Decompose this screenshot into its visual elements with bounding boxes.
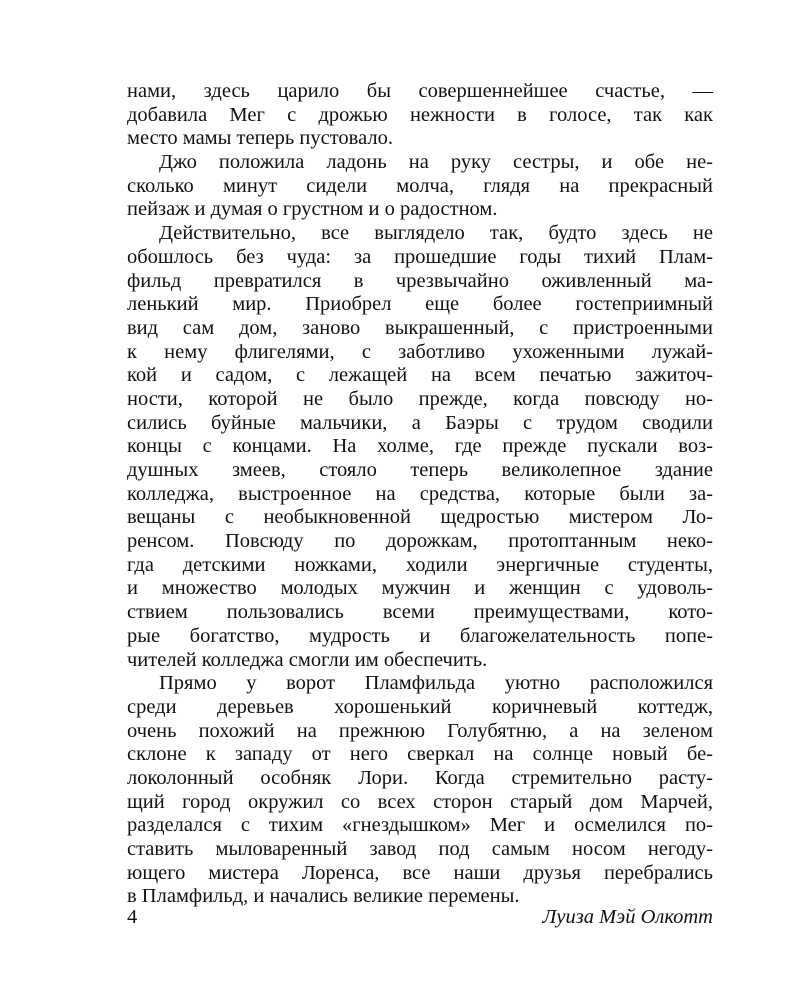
text-line: и множество молодых мужчин и женщин с удоволь- [127, 577, 713, 600]
text-line: ренсом. Повсюду по дорожкам, протоптанным неко- [127, 530, 713, 553]
text-line: вещаны с необыкновенной щедростью мистером Ло- [127, 506, 713, 529]
text-line: рые богатство, мудрость и благожелательность попе- [127, 624, 713, 647]
text-line: сились буйные мальчики, а Баэры с трудом сводили [127, 411, 713, 434]
text-line: Джо положила ладонь на руку сестры, и обе не- [159, 151, 713, 174]
text-line: гда детскими ножками, ходили энергичные студенты, [127, 553, 713, 576]
text-line: разделался с тихим «гнездышком» Мег и осмелился по- [127, 814, 713, 837]
text-line: нами, здесь царило бы совершеннейшее счастье, — [127, 80, 713, 102]
text-line: концы с концами. На холме, где прежде пускали воз- [127, 435, 713, 458]
text-line: фильд превратился в чрезвычайно оживленный ма- [127, 269, 713, 292]
text-line: сколько минут сидели молча, глядя на прекрасный [127, 174, 713, 197]
text-line: среди деревьев хорошенький коричневый коттедж, [127, 695, 713, 718]
text-line: вид сам дом, заново выкрашенный, с пристроенными [127, 316, 713, 339]
text-line: ющего мистера Лоренса, все наши друзья перебрались [127, 861, 713, 884]
text-line: щий город окружил со всех сторон старый дом Марчей, [127, 790, 713, 813]
text-line: пейзаж и думая о грустном и о радостном. [127, 198, 498, 221]
text-line: чителей колледжа смогли им обеспечить. [127, 648, 488, 671]
text-line: Действительно, все выглядело так, будто здесь не [159, 222, 713, 245]
text-line: очень похожий на прежнюю Голубятню, а на зеленом [127, 719, 713, 742]
text-line: колледжа, выстроенное на средства, которые были за- [127, 482, 713, 505]
text-line: ствием пользовались всеми преимуществами, кото- [127, 601, 713, 624]
text-line: ности, которой не было прежде, когда повсюду но- [127, 387, 713, 410]
text-line: добавила Мег с дрожью нежности в голосе, так как [127, 103, 713, 126]
text-line: душных змеев, стояло теперь великолепное здание [127, 459, 713, 481]
text-line: кой и садом, с лежащей на всем печатью зажиточ- [127, 364, 713, 387]
running-author: Луиза Мэй Олкотт [542, 906, 713, 928]
text-line: Прямо у ворот Пламфильда уютно расположился [159, 672, 713, 695]
text-line: склоне к западу от него сверкал на солнце новый бе- [127, 743, 713, 766]
text-line: ставить мыловаренный завод под самым носом негоду- [127, 838, 713, 860]
text-line: к нему флигелями, с заботливо ухоженными лужай- [127, 340, 713, 363]
text-line: обошлось без чуда: за прошедшие годы тихий Плам- [127, 245, 713, 268]
text-line: в Пламфильд, и начались великие перемены. [127, 885, 520, 908]
body-text [127, 80, 713, 909]
page-number: 4 [127, 906, 138, 928]
text-line: локолонный особняк Лори. Когда стремительно расту- [127, 766, 713, 789]
page-footer [127, 906, 713, 932]
text-line: ленький мир. Приобрел еще более гостеприимный [127, 293, 713, 316]
text-line: место мамы теперь пустовало. [127, 127, 393, 150]
